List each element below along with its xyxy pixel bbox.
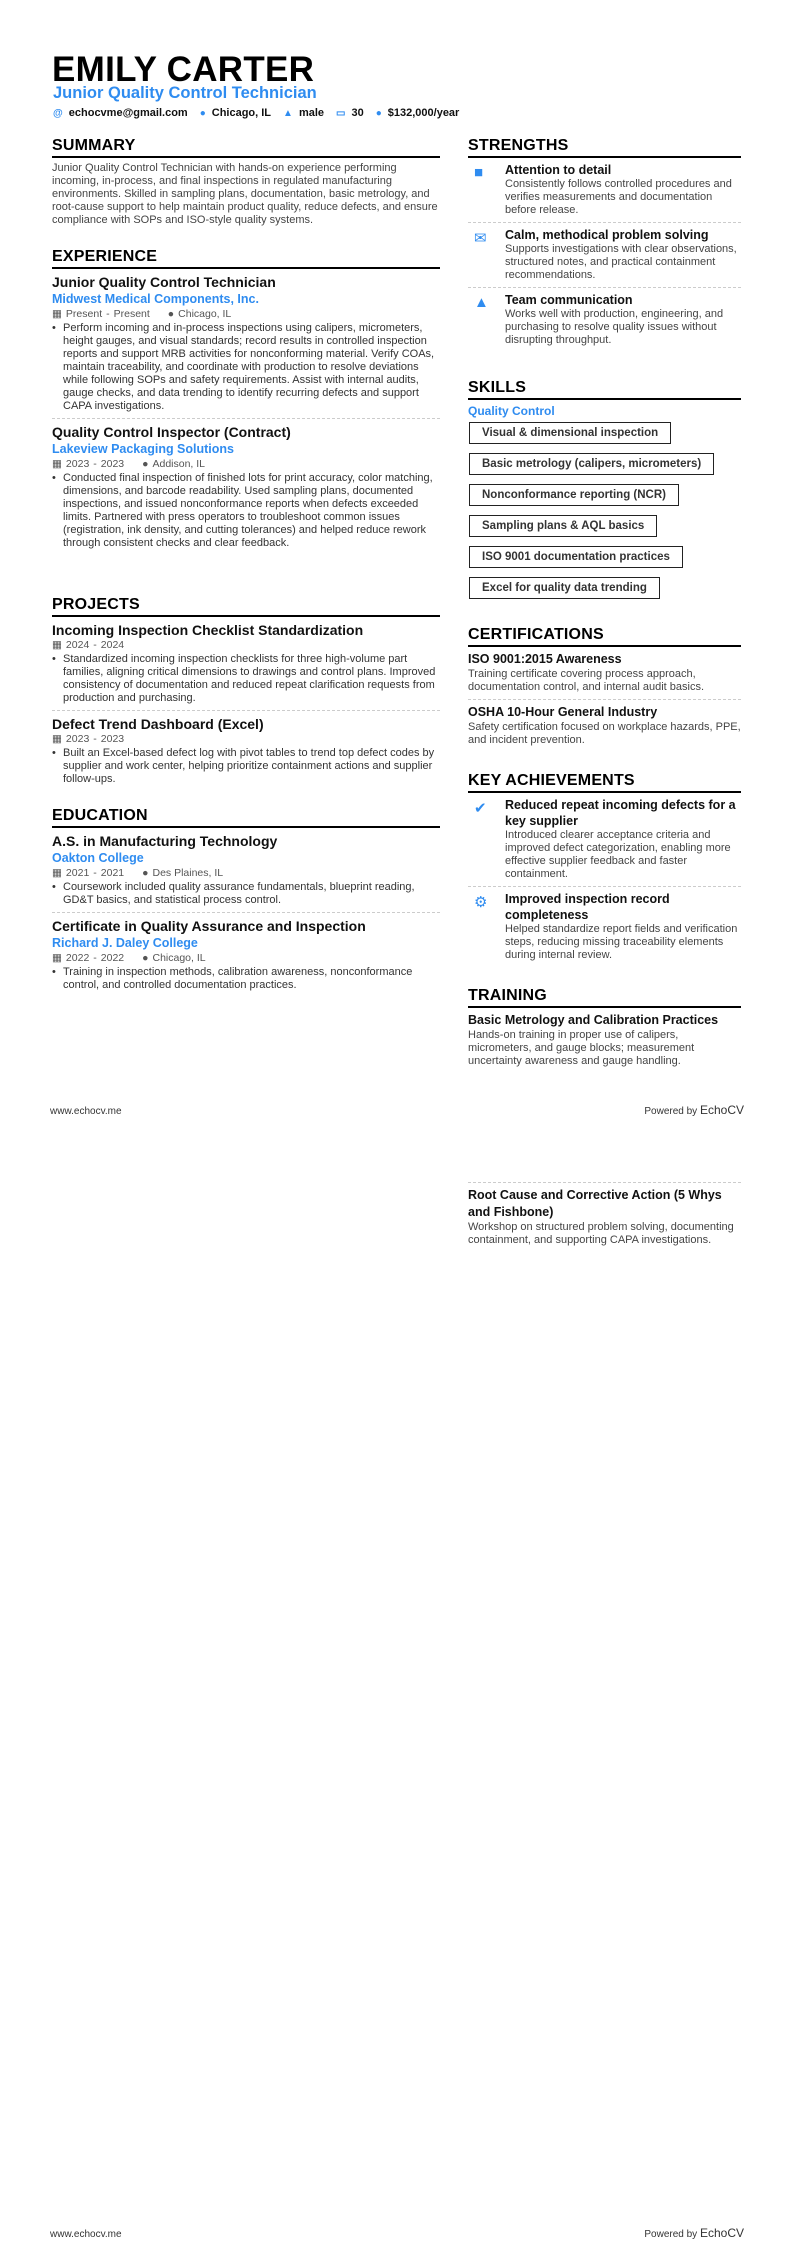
bullet-text: Coursework included quality assurance fundamentals, blueprint reading, GD&T basics, and statistical process control. xyxy=(63,881,415,906)
person-icon: ▲ xyxy=(283,107,293,119)
section-heading: STRENGTHS xyxy=(468,137,741,158)
end-date: 2023 xyxy=(100,733,125,745)
degree: A.S. in Manufacturing Technology xyxy=(52,833,278,849)
divider xyxy=(468,886,741,887)
section-heading: CERTIFICATIONS xyxy=(468,626,741,647)
skill-tag: Nonconformance reporting (NCR) xyxy=(469,484,679,506)
gender: male xyxy=(298,107,325,119)
company: Midwest Medical Components, Inc. xyxy=(52,292,259,306)
brand: EchoCV xyxy=(699,2226,744,2240)
bullet-text: Perform incoming and in-process inspections using calipers, micrometers, height gauges, and visual standards; record results in controlled inspection reports and support MRB activities for nonconforming material. Verify COAs, maintain traceability, and coordinate with production to resolve deviations while following SOPs and safety requirements. Assist with internal audits, gauge checks, and data trending to identify recurring defects and support CAPA investigations. xyxy=(63,322,435,412)
school: Richard J. Daley College xyxy=(52,936,198,950)
bullet-text: Built an Excel-based defect log with pivot tables to trend top defect codes by supplier and work center, helping prioritize containment actions and supplier follow-ups. xyxy=(63,747,435,785)
location: Des Plaines, IL xyxy=(152,867,224,879)
training-text: Workshop on structured problem solving, documenting containment, and supporting CAPA investigations. xyxy=(468,1221,734,1246)
location-pin-icon: ● xyxy=(142,952,149,964)
skills-section xyxy=(468,379,741,608)
bullet-text: Training in inspection methods, calibration awareness, nonconformance control, and controlled documentation practices. xyxy=(63,966,413,991)
experience-item: Quality Control Inspector (Contract) Lakeview Packaging Solutions ▦ 2023 - 2023 ● Addison, IL • Conducted final inspection of finished lots for print accuracy, color matching, dimensions, and barcode readability. Used sampling plans, documented inspections, and issued nonconformance reports when defects exceeded limits. Partnered with press operators to troubleshoot common issues (registration, ink density, and cutting tolerances) and helped reduce rework through consistent checks and clear feedback. xyxy=(52,423,440,550)
certification-item xyxy=(468,704,741,747)
achievement-text: Introduced clearer acceptance criteria and improved defect categorization, enabling more effective supplier feedback and faster containment. xyxy=(505,829,731,880)
location: Addison, IL xyxy=(152,458,206,470)
candidate-name: EMILY CARTER xyxy=(52,50,315,89)
training-item xyxy=(468,1187,741,1247)
training-continued xyxy=(468,1177,741,1247)
achievement-text: Helped standardize report fields and verification steps, reducing missing traceability elements during internal review. xyxy=(505,923,738,961)
section-heading: EXPERIENCE xyxy=(52,248,440,269)
certifications-section xyxy=(468,626,741,747)
skill-tag: Basic metrology (calipers, micrometers) xyxy=(469,453,714,475)
start-date: 2023 xyxy=(65,458,90,470)
education-item: A.S. in Manufacturing Technology Oakton College ▦ 2021 - 2021 ● Des Plaines, IL • Coursework included quality assurance fundamentals, blueprint reading, GD&T basics, and statistical process control. xyxy=(52,832,440,907)
project-item: Defect Trend Dashboard (Excel) ▦ 2023 - 2023 • Built an Excel-based defect log with pivot tables to trend top defect codes by supplier and work center, helping prioritize containment actions and supplier follow-ups. xyxy=(52,715,440,786)
location: Chicago, IL xyxy=(178,308,232,320)
skill-group: Quality Control xyxy=(468,404,555,418)
role: Quality Control Inspector (Contract) xyxy=(52,424,291,440)
location-pin-icon: ● xyxy=(199,107,206,119)
training-title: Root Cause and Corrective Action (5 Whys and Fishbone) xyxy=(468,1188,722,1219)
strength-text: Works well with production, engineering, and purchasing to resolve quality issues without disrupting throughput. xyxy=(505,308,724,346)
bullet-text: Conducted final inspection of finished lots for print accuracy, color matching, dimensions, and barcode readability. Used sampling plans, documented inspections, and issued nonconformance reports when defects exceeded limits. Partnered with press operators to troubleshoot common issues (registration, ink density, and cutting tolerances) and helped reduce rework through consistent checks and clear feedback. xyxy=(63,472,433,549)
calendar-icon: ▭ xyxy=(336,107,346,119)
strength-item xyxy=(468,162,741,217)
strength-title: Team communication xyxy=(505,293,633,307)
section-heading: EDUCATION xyxy=(52,807,440,828)
divider xyxy=(468,1182,741,1183)
skill-tag: ISO 9001 documentation practices xyxy=(469,546,683,568)
strengths-section xyxy=(468,137,741,347)
section-heading: TRAINING xyxy=(468,987,741,1008)
footer-powered xyxy=(644,1103,744,1117)
calendar-icon: ▦ xyxy=(52,639,62,651)
company: Lakeview Packaging Solutions xyxy=(52,442,235,456)
section-heading: PROJECTS xyxy=(52,596,440,617)
start-date: 2024 xyxy=(65,639,90,651)
divider xyxy=(52,710,440,711)
calendar-icon: ▦ xyxy=(52,308,62,320)
bell-icon: ▲ xyxy=(474,294,489,311)
training-section xyxy=(468,987,741,1068)
achievement-title: Improved inspection record completeness xyxy=(505,892,670,922)
end-date: 2021 xyxy=(100,867,125,879)
cert-title: OSHA 10-Hour General Industry xyxy=(468,705,658,719)
projects-section xyxy=(52,596,440,786)
section-heading: SKILLS xyxy=(468,379,741,400)
end-date: 2022 xyxy=(100,952,125,964)
cert-text: Training certificate covering process approach, documentation control, and internal audit basics. xyxy=(468,668,705,693)
dollar-icon: ● xyxy=(375,107,382,119)
end-date: 2023 xyxy=(100,458,125,470)
cert-text: Safety certification focused on workplace hazards, PPE, and incident prevention. xyxy=(468,721,741,746)
end-date: 2024 xyxy=(100,639,125,651)
contact-row xyxy=(53,107,471,119)
location: Chicago, IL xyxy=(211,107,272,119)
experience-item: Junior Quality Control Technician Midwest Medical Components, Inc. ▦ Present - Present ● Chicago, IL • Perform incoming and in-process inspections using calipers, micrometers, height gauges, and visual standards; record results in controlled inspection reports and support MRB activities for nonconforming material. Verify COAs, maintain traceability, and coordinate with production to resolve deviations while following SOPs and safety requirements. Assist with internal audits, gauge checks, and data trending to identify recurring defects and support CAPA investigations. xyxy=(52,273,440,413)
strength-text: Supports investigations with clear observations, structured notes, and practical containment recommendations. xyxy=(505,243,737,281)
training-title: Basic Metrology and Calibration Practices xyxy=(468,1013,719,1027)
skill-tag: Excel for quality data trending xyxy=(469,577,660,599)
divider xyxy=(52,418,440,419)
achievements-section xyxy=(468,772,741,962)
age: 30 xyxy=(351,107,364,119)
school: Oakton College xyxy=(52,851,144,865)
start-date: 2022 xyxy=(65,952,90,964)
start-date: 2021 xyxy=(65,867,90,879)
email[interactable]: echocvme@gmail.com xyxy=(68,107,188,119)
calendar-icon: ▦ xyxy=(52,458,62,470)
strength-item xyxy=(468,227,741,282)
footer-powered xyxy=(644,2226,744,2240)
strength-title: Calm, methodical problem solving xyxy=(505,228,709,242)
strength-title: Attention to detail xyxy=(505,163,612,177)
calendar-icon: ▦ xyxy=(52,733,62,745)
achievement-item xyxy=(468,891,741,962)
project-title: Incoming Inspection Checklist Standardization xyxy=(52,622,364,638)
summary-section xyxy=(52,137,440,227)
skill-tag: Sampling plans & AQL basics xyxy=(469,515,657,537)
divider xyxy=(468,222,741,223)
envelope-open-icon: ✉ xyxy=(474,230,487,247)
role: Junior Quality Control Technician xyxy=(52,274,276,290)
start-date: 2023 xyxy=(65,733,90,745)
experience-section xyxy=(52,248,440,550)
education-section xyxy=(52,807,440,992)
certification-item xyxy=(468,651,741,694)
job-title: Junior Quality Control Technician xyxy=(53,84,317,102)
project-item: Incoming Inspection Checklist Standardization ▦ 2024 - 2024 • Standardized incoming inspection checklists for three high-volume part families, aligning critical dimensions to drawings and control plans. Improved consistency of documentation and reduced repeat clarification requests from production and purchasing. xyxy=(52,621,440,705)
section-heading: SUMMARY xyxy=(52,137,440,158)
powered-label: Powered by xyxy=(644,1106,698,1117)
calendar-icon: ▦ xyxy=(52,867,62,879)
divider xyxy=(468,287,741,288)
degree: Certificate in Quality Assurance and Inspection xyxy=(52,918,366,934)
divider xyxy=(52,912,440,913)
location-pin-icon: ● xyxy=(142,458,149,470)
strength-text: Consistently follows controlled procedures and verifies measurements and documentation before release. xyxy=(505,178,732,216)
at-icon: @ xyxy=(53,107,63,119)
summary-text: Junior Quality Control Technician with hands-on experience performing incoming, in-process, and final inspections in regulated manufacturing environments. Skilled in sampling plans, documentation, basic metrology, and root-cause support to help maintain product quality, reduce defects, and ensure compliance with SOPs and ISO-style quality systems. xyxy=(52,162,438,226)
training-text: Hands-on training in proper use of calipers, micrometers, and gauge blocks; measurement uncertainty awareness and gauge handling. xyxy=(468,1029,695,1067)
bookmark-icon: ■ xyxy=(474,164,484,181)
location: Chicago, IL xyxy=(152,952,206,964)
skill-tag: Visual & dimensional inspection xyxy=(469,422,671,444)
divider xyxy=(468,699,741,700)
cert-title: ISO 9001:2015 Awareness xyxy=(468,652,622,666)
bullet-text: Standardized incoming inspection checklists for three high-volume part families, aligning critical dimensions to drawings and control plans. Improved consistency of documentation and reduced repeat clarification requests from production and purchasing. xyxy=(63,653,436,704)
powered-label: Powered by xyxy=(644,2229,698,2240)
achievement-title: Reduced repeat incoming defects for a key supplier xyxy=(505,798,736,828)
location-pin-icon: ● xyxy=(167,308,175,320)
footer-site[interactable]: www.echocv.me xyxy=(50,1106,122,1117)
strength-item xyxy=(468,292,741,347)
check-circle-icon: ✔ xyxy=(474,800,487,817)
section-heading: KEY ACHIEVEMENTS xyxy=(468,772,741,793)
end-date: Present xyxy=(113,308,150,320)
salary: $132,000/year xyxy=(387,107,460,119)
gear-icon: ⚙ xyxy=(474,894,488,911)
location-pin-icon: ● xyxy=(142,867,149,879)
training-item xyxy=(468,1012,741,1068)
calendar-icon: ▦ xyxy=(52,952,62,964)
achievement-item xyxy=(468,797,741,881)
footer-site[interactable]: www.echocv.me xyxy=(50,2229,122,2240)
project-title: Defect Trend Dashboard (Excel) xyxy=(52,716,264,732)
start-date: Present xyxy=(65,308,103,320)
education-item: Certificate in Quality Assurance and Inspection Richard J. Daley College ▦ 2022 - 2022 ● Chicago, IL • Training in inspection methods, calibration awareness, nonconformance control, and controlled documentation practices. xyxy=(52,917,440,992)
brand: EchoCV xyxy=(699,1103,744,1117)
